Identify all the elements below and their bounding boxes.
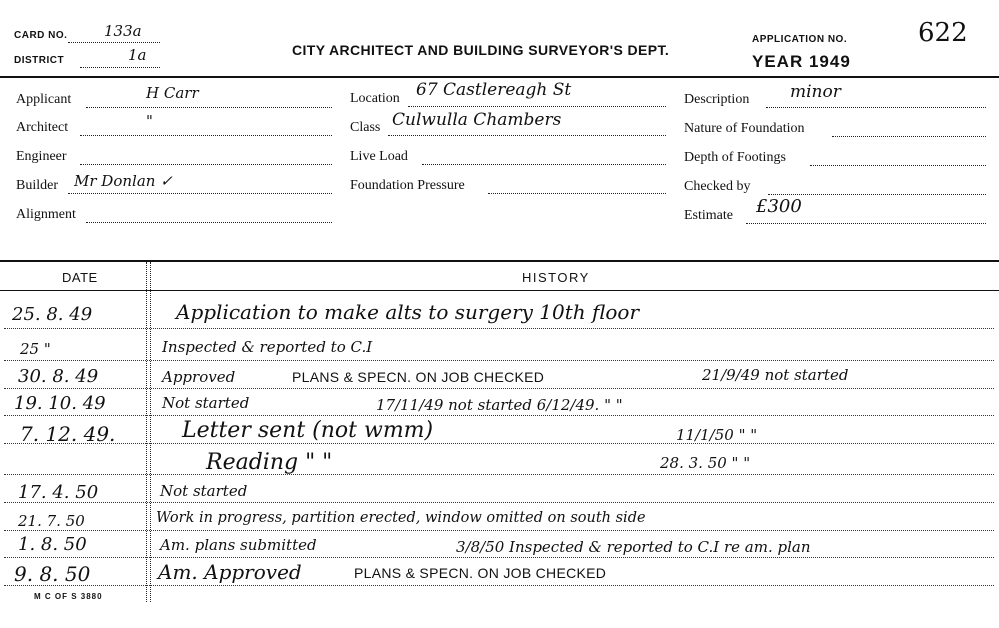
history-row-rule [4, 530, 994, 531]
class-line [388, 135, 666, 136]
plans-checked-stamp: PLANS & SPECN. ON JOB CHECKED [354, 565, 607, 581]
district-line [80, 67, 160, 68]
description-line [766, 107, 986, 108]
depth-of-footings-line [810, 165, 986, 166]
history-date: 21. 7. 50 [18, 512, 85, 530]
department-title: CITY ARCHITECT AND BUILDING SURVEYOR'S DEPT. [292, 42, 670, 58]
builder-line [68, 193, 332, 194]
applicant-line [86, 107, 332, 108]
history-extra: 11/1/50 " " [676, 426, 758, 444]
history-entry: Reading " " [206, 450, 333, 475]
location-line [408, 106, 666, 107]
live-load-line [422, 164, 666, 165]
live-load-label: Live Load [350, 149, 408, 164]
application-no-value: 622 [918, 18, 968, 48]
class-value: Culwulla Chambers [392, 110, 562, 130]
history-entry: Not started [162, 394, 250, 412]
district-label: DISTRICT [14, 55, 65, 66]
architect-value: " [146, 112, 153, 130]
history-row-rule [4, 474, 994, 475]
estimate-label: Estimate [684, 208, 733, 223]
builder-label: Builder [16, 178, 58, 193]
history-entry: Application to make alts to surgery 10th floor [176, 300, 639, 324]
applicant-value: H Carr [146, 84, 199, 102]
history-extra: 17/11/49 not started 6/12/49. " " [376, 396, 623, 414]
architect-label: Architect [16, 120, 69, 135]
history-extra: 21/9/49 not started [702, 366, 849, 384]
history-entry: Work in progress, partition erected, window omitted on south side [156, 510, 646, 526]
history-date: 1. 8. 50 [18, 534, 87, 555]
history-entry: Am. plans submitted [160, 536, 317, 554]
history-row-rule [4, 502, 994, 503]
history-date: 25 " [20, 340, 51, 358]
year-label: YEAR 1949 [752, 52, 851, 71]
location-value: 67 Castlereagh St [416, 80, 572, 100]
header-divider [0, 76, 999, 78]
history-entry: Inspected & reported to C.I [162, 338, 373, 356]
history-extra: 28. 3. 50 " " [660, 454, 751, 472]
history-entry: Am. Approved [158, 560, 302, 584]
engineer-label: Engineer [16, 149, 67, 164]
checked-by-label: Checked by [684, 179, 751, 194]
card-no-label: CARD NO. [14, 30, 68, 41]
foundation-pressure-line [488, 193, 666, 194]
history-date: 7. 12. 49. [20, 422, 116, 446]
nature-of-foundation-label: Nature of Foundation [684, 121, 805, 136]
history-date: 30. 8. 49 [18, 366, 99, 387]
history-entry: Not started [160, 482, 248, 500]
history-date-header: DATE [62, 270, 98, 285]
estimate-value: £300 [756, 196, 802, 217]
history-row-rule [4, 388, 994, 389]
nature-of-foundation-line [832, 136, 986, 137]
applicant-label: Applicant [16, 92, 72, 107]
depth-of-footings-label: Depth of Footings [684, 150, 786, 165]
history-row-rule [4, 328, 994, 329]
location-label: Location [350, 91, 400, 106]
plans-checked-stamp: PLANS & SPECN. ON JOB CHECKED [292, 369, 545, 385]
alignment-line [86, 222, 332, 223]
architect-line [80, 135, 332, 136]
history-text-header: HISTORY [522, 270, 590, 285]
date-column-divider-inner [150, 262, 151, 602]
history-entry: Letter sent (not wmm) [182, 418, 434, 443]
engineer-line [80, 164, 332, 165]
date-column-divider [146, 262, 147, 602]
history-row-rule [4, 360, 994, 361]
history-row-rule [4, 585, 994, 586]
application-no-label: APPLICATION NO. [752, 34, 848, 45]
foundation-pressure-label: Foundation Pressure [350, 178, 465, 193]
history-entry: Approved [162, 368, 236, 386]
checked-by-line [768, 194, 986, 195]
district-value: 1a [128, 46, 147, 64]
card-no-value: 133a [104, 22, 142, 40]
form-code: M C OF S 3880 [34, 592, 103, 601]
card-no-line [68, 42, 160, 43]
history-date: 25. 8. 49 [12, 304, 93, 325]
estimate-line [746, 223, 986, 224]
history-date: 9. 8. 50 [14, 562, 91, 586]
alignment-label: Alignment [16, 207, 76, 222]
builder-value: Mr Donlan ✓ [74, 172, 173, 190]
history-row-rule [4, 443, 994, 444]
history-row-rule [4, 415, 994, 416]
history-extra: 3/8/50 Inspected & reported to C.I re am. plan [456, 538, 811, 556]
history-date: 17. 4. 50 [18, 482, 99, 503]
class-label: Class [350, 120, 381, 135]
history-date: 19. 10. 49 [14, 393, 106, 414]
history-row-rule [4, 557, 994, 558]
description-value: minor [790, 82, 841, 102]
description-label: Description [684, 92, 750, 107]
